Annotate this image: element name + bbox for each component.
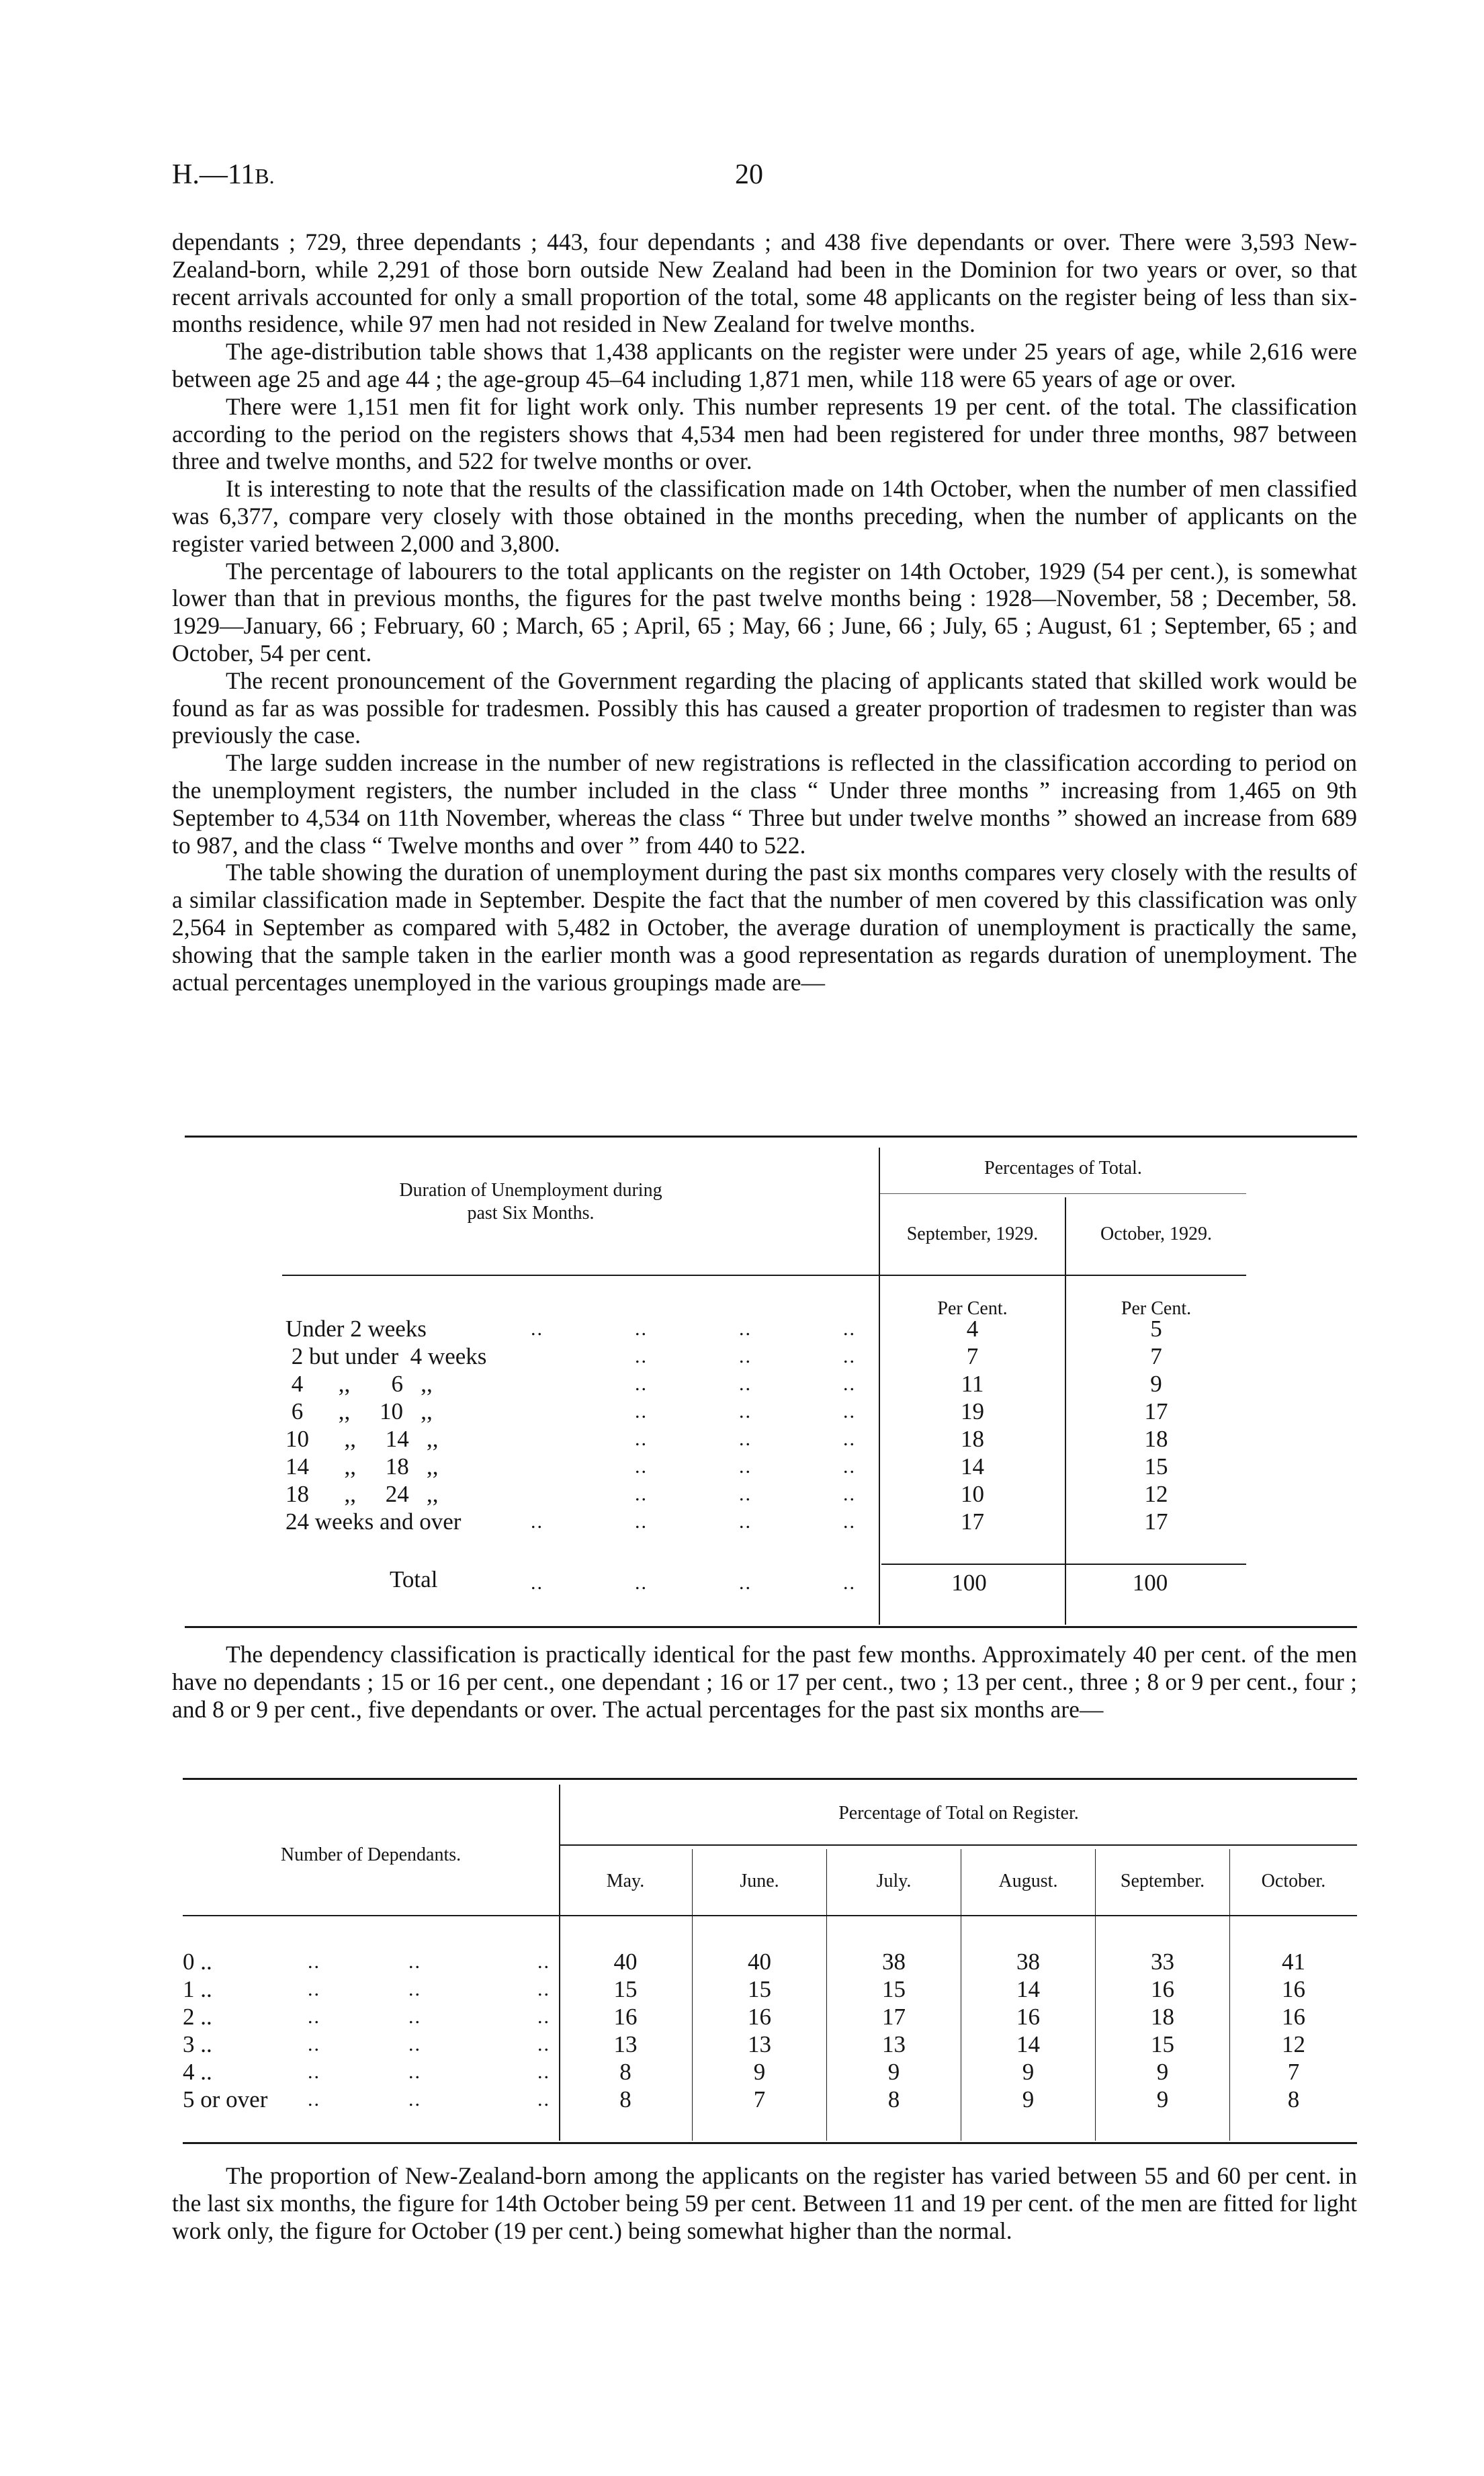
document-reference: [172, 156, 275, 195]
cell-may: 16: [613, 2004, 638, 2030]
paragraph: There were 1,151 men fit for light work only. This number represents 19 per cent. of the total. The classification according to the period on the registers shows that 4,534 men had been registered for under three months, 987 between three and twelve months, and 522 for twelve months or over.: [172, 392, 1357, 475]
dot-leader: ..: [843, 1510, 856, 1533]
cell-october: 9: [1150, 1371, 1162, 1397]
total-september: 100: [951, 1570, 987, 1596]
row-label: 3 ..: [183, 2031, 212, 2057]
paragraph: dependants ; 729, three dependants ; 443, four dependants ; and 438 five dependants or over. There were 3,593 New-Zealand-born, while 2,291 of those born outside New Zealand had been in the Dominion for two years or over, so that recent arrivals accounted for only a small proportion of the total, some 48 applicants on the register being of less than six-months residence, while 97 men had not resided in New Zealand for twelve months.: [172, 228, 1357, 338]
cell-august: 9: [1022, 2059, 1035, 2085]
cell-june: 16: [748, 2004, 771, 2030]
row-label: 2 but under 4 weeks: [286, 1343, 487, 1369]
table-top-rule: [183, 1778, 1357, 1780]
total-label: Total: [390, 1566, 438, 1592]
dot-leader: ..: [843, 1455, 856, 1478]
column-header-october: October.: [1261, 1871, 1326, 1891]
cell-may: 15: [613, 1976, 638, 2002]
cell-september: 15: [1151, 2031, 1174, 2057]
dot-leader: ..: [408, 2006, 421, 2028]
cell-august: 9: [1022, 2086, 1035, 2112]
dot-leader: ..: [408, 2061, 421, 2083]
cell-september: 10: [961, 1481, 984, 1507]
cell-august: 16: [1016, 2004, 1040, 2030]
cell-may: 8: [619, 2086, 631, 2112]
dot-leader: ..: [635, 1318, 648, 1340]
column-header-september: September.: [1120, 1871, 1205, 1891]
dot-leader: ..: [531, 1510, 543, 1533]
dot-leader: ..: [308, 2061, 320, 2083]
row-label: Under 2 weeks: [286, 1316, 427, 1342]
dot-leader: ..: [739, 1373, 752, 1395]
cell-september: 18: [961, 1426, 984, 1452]
cell-september: 18: [1151, 2004, 1174, 2030]
group-header: Percentage of Total on Register.: [838, 1803, 1079, 1824]
dot-leader: ..: [843, 1318, 856, 1340]
header-bottom-rule: [282, 1275, 1246, 1276]
cell-october: 5: [1150, 1316, 1162, 1342]
row-label: 14 ,, 18 ,,: [286, 1453, 439, 1480]
dot-leader: ..: [308, 2006, 320, 2028]
cell-september: 33: [1151, 1949, 1174, 1975]
dot-leader: ..: [635, 1483, 648, 1505]
cell-june: 15: [748, 1976, 771, 2002]
cell-august: 14: [1016, 2031, 1040, 2057]
dot-leader: ..: [308, 2088, 320, 2110]
cell-may: 13: [613, 2031, 638, 2057]
cell-july: 17: [882, 2004, 906, 2030]
cell-october: 18: [1144, 1426, 1168, 1452]
running-head: [172, 156, 1354, 194]
dot-leader: ..: [635, 1373, 648, 1395]
paragraph: It is interesting to note that the results of the classification made on 14th October, when the number of men classified was 6,377, compare very closely with those obtained in the months preceding, when the number of applicants on the register varied between 2,000 and 3,800.: [172, 475, 1357, 557]
dot-leader: ..: [537, 2088, 550, 2110]
dot-leader: ..: [635, 1428, 648, 1450]
cell-october: 17: [1144, 1398, 1168, 1424]
dot-leader: ..: [408, 1951, 421, 1973]
dot-leader: ..: [843, 1400, 856, 1422]
cell-may: 40: [613, 1949, 638, 1975]
body-text-upper: [172, 228, 1357, 996]
cell-july: 8: [887, 2086, 900, 2112]
stub-header-line: Duration of Unemployment during: [399, 1180, 662, 1201]
cell-june: 7: [753, 2086, 766, 2112]
paragraph: The recent pronouncement of the Government regarding the placing of applicants stated that skilled work would be found as far as was possible for tradesmen. Possibly this has caused a greater proportion of tradesmen to register than was previously the case.: [172, 667, 1357, 749]
cell-october: 7: [1150, 1343, 1162, 1369]
dot-leader: ..: [843, 1345, 856, 1367]
cell-october: 15: [1144, 1453, 1168, 1480]
dot-leader: ..: [739, 1483, 752, 1505]
dot-leader: ..: [537, 2006, 550, 2028]
cell-october: 12: [1144, 1481, 1168, 1507]
unit-label: Per Cent.: [1121, 1298, 1192, 1319]
total-october: 100: [1132, 1570, 1168, 1596]
row-label: 4 ,, 6 ,,: [286, 1371, 433, 1397]
column-header-july: July.: [876, 1871, 912, 1891]
dot-leader: ..: [308, 1951, 320, 1973]
row-label: 18 ,, 24 ,,: [286, 1481, 439, 1507]
cell-october: 16: [1282, 2004, 1305, 2030]
cell-august: 38: [1016, 1949, 1040, 1975]
document-reference-main: H.—11: [172, 159, 255, 190]
body-text-lower: [172, 2162, 1357, 2244]
row-label: 24 weeks and over: [286, 1508, 462, 1535]
body-text-middle: [172, 1641, 1357, 1723]
dot-leader: ..: [408, 1978, 421, 2000]
dot-leader: ..: [635, 1455, 648, 1478]
column-header-june: June.: [740, 1871, 779, 1891]
dot-leader: ..: [739, 1400, 752, 1422]
cell-september: 9: [1156, 2059, 1169, 2085]
group-header-rule: [560, 1844, 1357, 1846]
paragraph: The age-distribution table shows that 1,438 applicants on the register were under 25 years of age, while 2,616 were between age 25 and age 44 ; the age-group 45–64 including 1,871 men, while 118 were 65 years of age or over.: [172, 338, 1357, 392]
column-header-september: September, 1929.: [906, 1224, 1039, 1244]
column-header-october: October, 1929.: [1100, 1224, 1213, 1244]
cell-july: 38: [882, 1949, 906, 1975]
cell-september: 9: [1156, 2086, 1169, 2112]
paragraph: The large sudden increase in the number of new registrations is reflected in the classification according to period on the unemployment registers, the number included in the class “ Under three months ” increasing from 1,465 on 9th September to 4,534 on 11th November, whereas the class “ Three but under twelve months ” showed an increase from 689 to 987, and the class “ Twelve months and over ” from 440 to 522.: [172, 749, 1357, 859]
row-label: 0 ..: [183, 1949, 212, 1975]
row-label: 2 ..: [183, 2004, 212, 2030]
dot-leader: ..: [537, 2033, 550, 2055]
total-rule: [881, 1564, 1246, 1565]
dot-leader: ..: [537, 1978, 550, 2000]
dot-leader: ..: [635, 1345, 648, 1367]
dot-leader: ..: [531, 1318, 543, 1340]
cell-september: 11: [961, 1371, 984, 1397]
dot-leader: ..: [635, 1400, 648, 1422]
cell-september: 17: [961, 1508, 984, 1535]
paragraph: The percentage of labourers to the total applicants on the register on 14th October, 1929 (54 per cent.), is somewhat lower than that in previous months, the figures for the past twelve months being : 1928—November, 58 ; December, 58. 1929—January, 66 ; February, 60 ; March, 65 ; April, 65 ; May, 66 ; June, 66 ; July, 65 ; August, 61 ; September, 65 ; and October, 54 per cent.: [172, 557, 1357, 667]
cell-july: 15: [882, 1976, 906, 2002]
stub-header-line: past Six Months.: [467, 1203, 595, 1224]
group-header-rule: [880, 1193, 1246, 1194]
cell-october: 41: [1282, 1949, 1305, 1975]
cell-august: 14: [1016, 1976, 1040, 2002]
dot-leader: ..: [843, 1428, 856, 1450]
page-number: 20: [735, 159, 763, 190]
cell-october: 12: [1282, 2031, 1305, 2057]
dot-leader: ..: [739, 1318, 752, 1340]
dot-leader: ..: [635, 1572, 648, 1594]
header-bottom-rule: [183, 1915, 1357, 1916]
dot-leader: ..: [739, 1345, 752, 1367]
cell-june: 40: [748, 1949, 771, 1975]
cell-may: 8: [619, 2059, 631, 2085]
dot-leader: ..: [537, 2061, 550, 2083]
dot-leader: ..: [537, 1951, 550, 1973]
dot-leader: ..: [635, 1510, 648, 1533]
column-header-may: May.: [606, 1871, 645, 1891]
dot-leader: ..: [843, 1483, 856, 1505]
cell-june: 13: [748, 2031, 771, 2057]
paragraph: The table showing the duration of unemployment during the past six months compares very closely with the results of a similar classification made in September. Despite the fact that the number of men covered by this classification was only 2,564 in September as compared with 5,482 in October, the average duration of unemployment is practically the same, showing that the sample taken in the earlier month was a good representation as regards duration of unemployment. The actual percentages unemployed in the various groupings made are—: [172, 859, 1357, 996]
table-bottom-rule: [183, 2142, 1357, 2144]
cell-september: 4: [966, 1316, 979, 1342]
cell-july: 13: [882, 2031, 906, 2057]
dot-leader: ..: [531, 1572, 543, 1594]
cell-september: 7: [966, 1343, 979, 1369]
row-label: 6 ,, 10 ,,: [286, 1398, 433, 1424]
dot-leader: ..: [843, 1373, 856, 1395]
cell-june: 9: [753, 2059, 766, 2085]
cell-july: 9: [887, 2059, 900, 2085]
cell-september: 19: [961, 1398, 984, 1424]
group-header: Percentages of Total.: [984, 1158, 1142, 1179]
row-label: 10 ,, 14 ,,: [286, 1426, 439, 1452]
row-label: 4 ..: [183, 2059, 212, 2085]
cell-october: 16: [1282, 1976, 1305, 2002]
dot-leader: ..: [739, 1572, 752, 1594]
cell-september: 16: [1151, 1976, 1174, 2002]
dot-leader: ..: [308, 2033, 320, 2055]
cell-october: 17: [1144, 1508, 1168, 1535]
table-top-rule: [185, 1136, 1357, 1138]
table-bottom-rule: [185, 1626, 1357, 1628]
cell-september: 14: [961, 1453, 984, 1480]
stub-header: Number of Dependants.: [280, 1844, 462, 1865]
dot-leader: ..: [408, 2088, 421, 2110]
dot-leader: ..: [308, 1978, 320, 2000]
dot-leader: ..: [408, 2033, 421, 2055]
row-label: 5 or over: [183, 2086, 268, 2112]
dot-leader: ..: [739, 1428, 752, 1450]
document-reference-suffix: B.: [255, 164, 275, 188]
unit-label: Per Cent.: [937, 1298, 1008, 1319]
column-header-august: August.: [998, 1871, 1058, 1891]
cell-october: 8: [1287, 2086, 1300, 2112]
paragraph: The proportion of New-Zealand-born among the applicants on the register has varied between 55 and 60 per cent. in the last six months, the figure for 14th October being 59 per cent. Between 11 and 19 per cent. of the men are fitted for light work only, the figure for October (19 per cent.) being somewhat higher than the normal.: [172, 2162, 1357, 2244]
row-label: 1 ..: [183, 1976, 212, 2002]
stub-header: [363, 1179, 699, 1225]
cell-october: 7: [1287, 2059, 1300, 2085]
dot-leader: ..: [739, 1455, 752, 1478]
dot-leader: ..: [843, 1572, 856, 1594]
paragraph: The dependency classification is practically identical for the past few months. Approximately 40 per cent. of the men have no dependants ; 15 or 16 per cent., one dependant ; 16 or 17 per cent., two ; 13 per cent., three ; 8 or 9 per cent., four ; and 8 or 9 per cent., five dependants or over. The actual percentages for the past six months are—: [172, 1641, 1357, 1723]
dot-leader: ..: [739, 1510, 752, 1533]
